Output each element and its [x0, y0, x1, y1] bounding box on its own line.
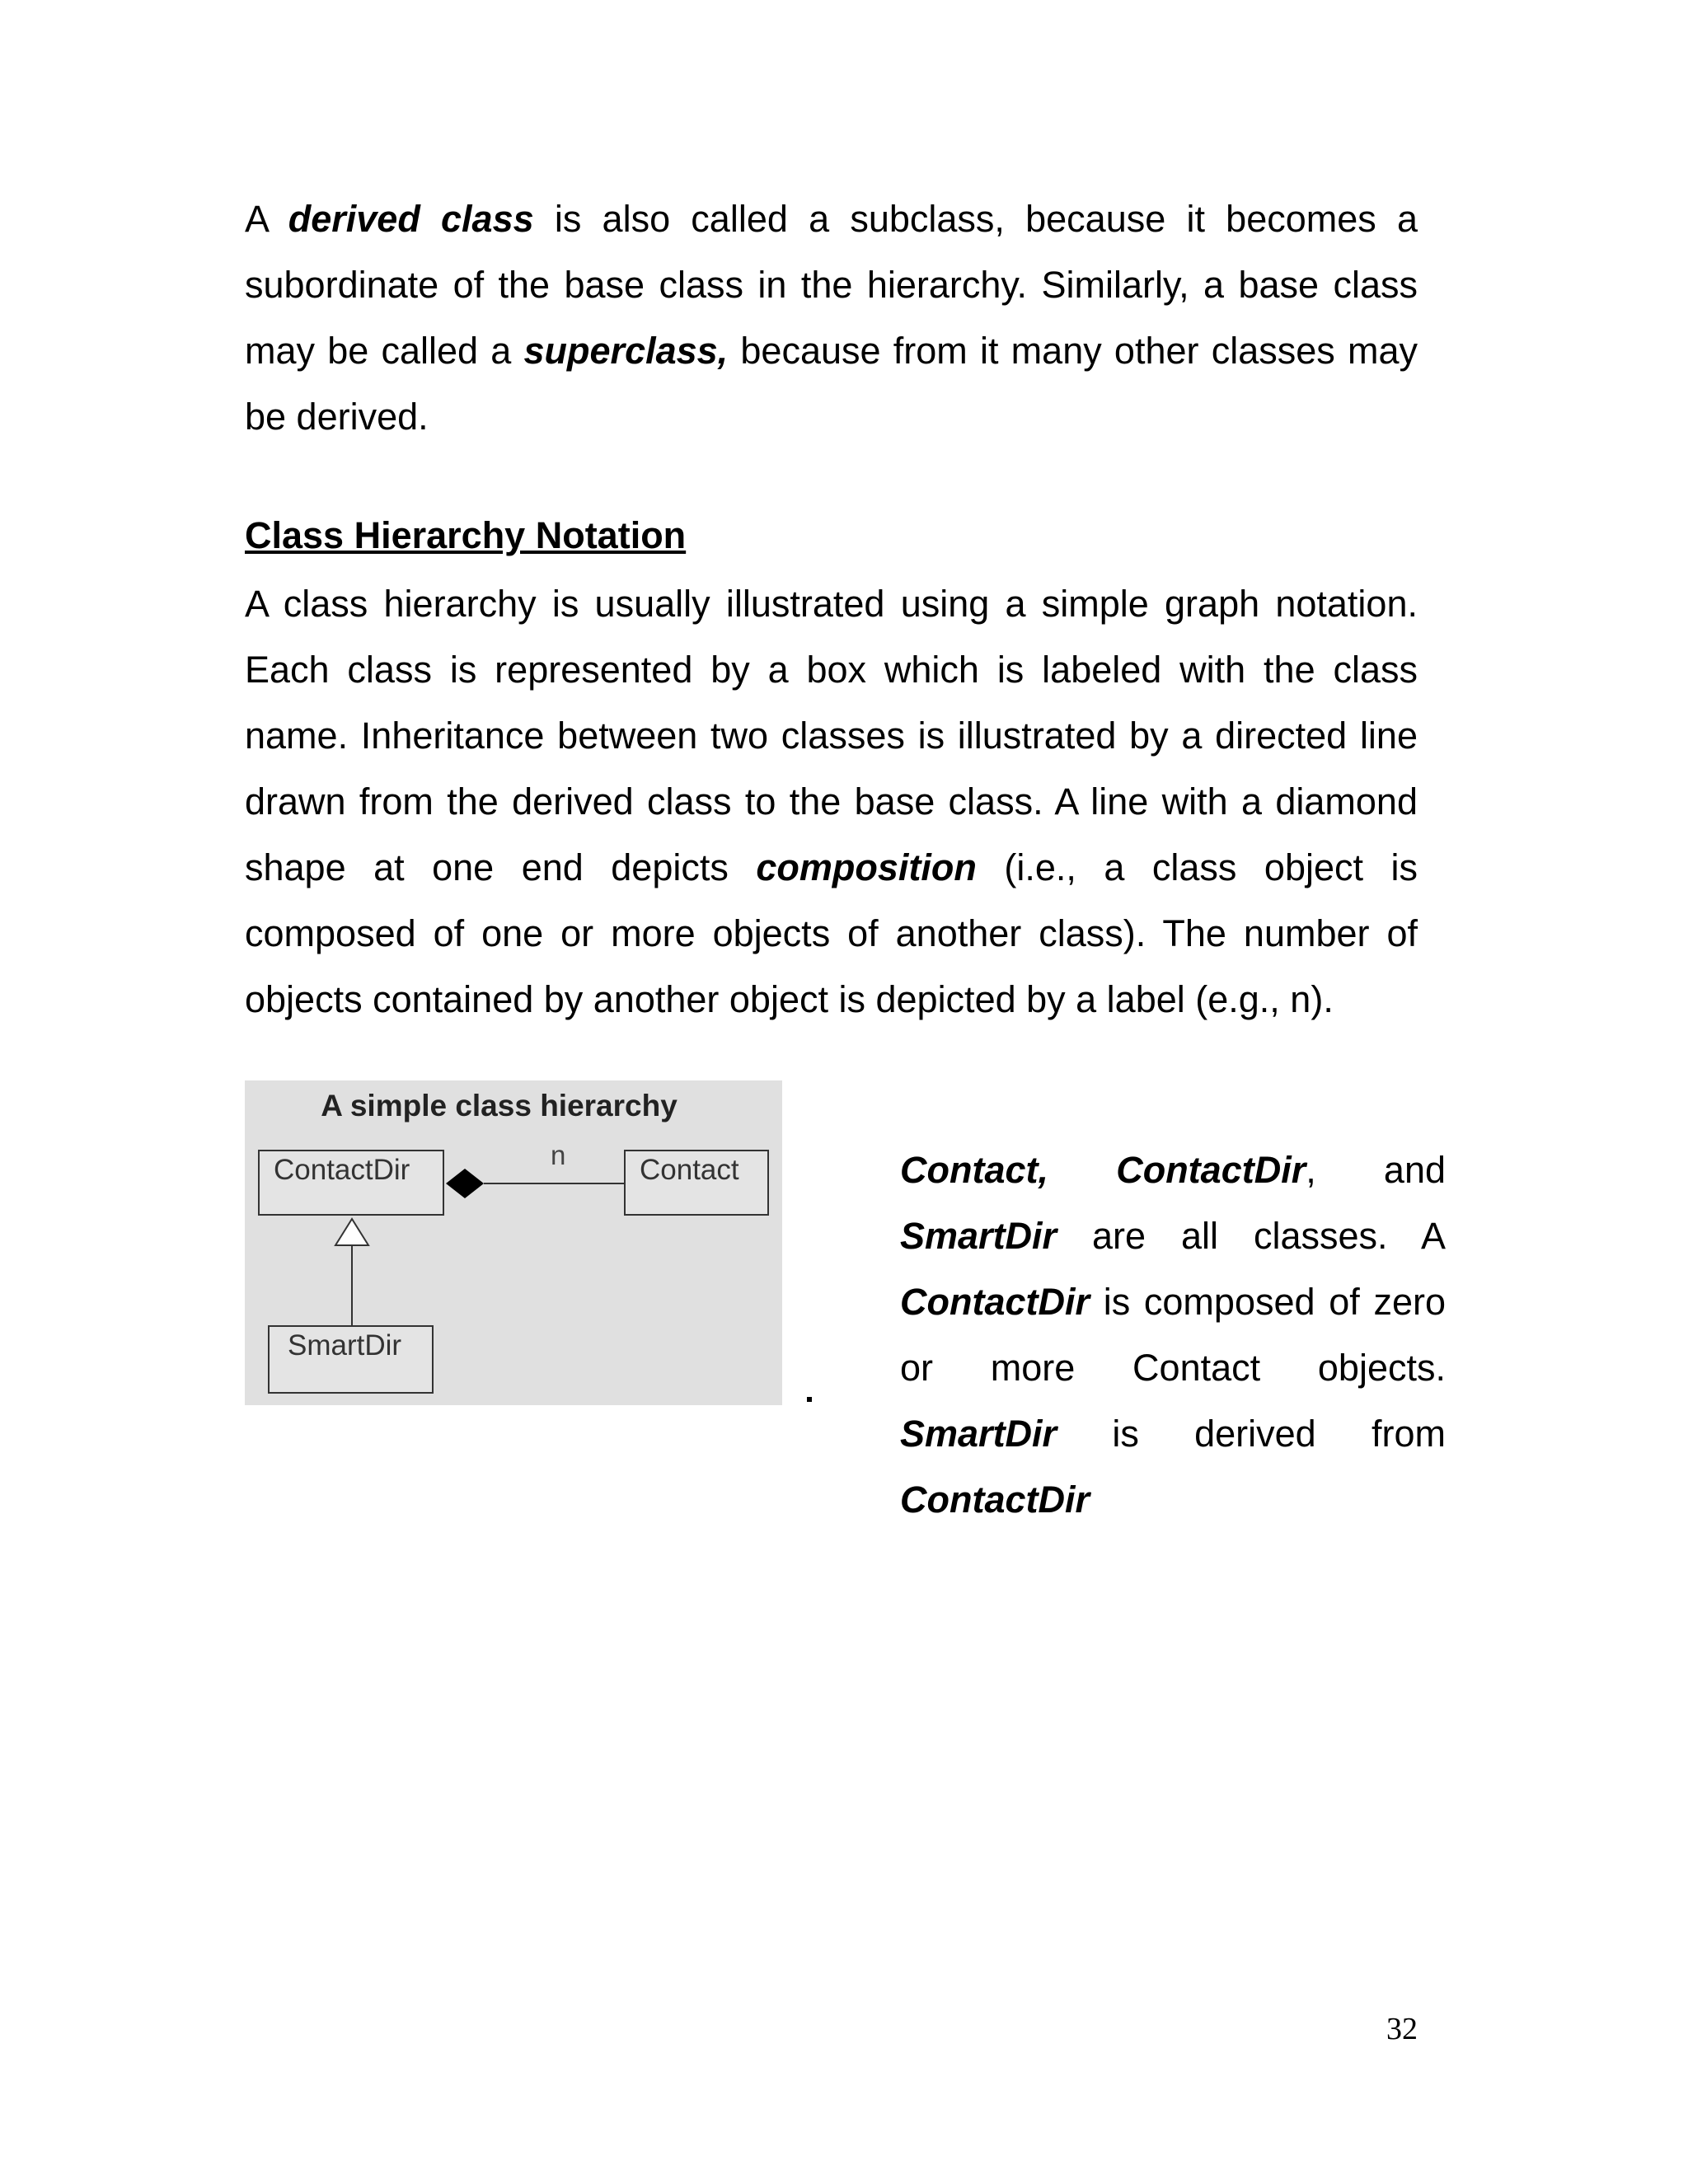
- composition-diamond-icon: [446, 1169, 484, 1198]
- class-name-contact: Contact,: [900, 1149, 1048, 1191]
- class-name-contactdir: ContactDir: [900, 1479, 1090, 1521]
- class-name-smartdir: SmartDir: [900, 1215, 1057, 1257]
- text-segment: [1048, 1149, 1116, 1191]
- section-heading: Class Hierarchy Notation: [245, 514, 687, 556]
- multiplicity-label: n: [551, 1140, 566, 1170]
- term-derived-class: derived class: [288, 198, 534, 240]
- paragraph-notation: [245, 571, 1418, 1033]
- class-name-contactdir: ContactDir: [1116, 1149, 1306, 1191]
- text-segment: because from it many other classes may be derived.: [245, 330, 1418, 438]
- class-hierarchy-figure: [245, 1080, 782, 1405]
- text-segment: A class hierarchy is usually illustrated using a simple graph notation. Each class is represented by a box which is labeled with the class name. Inheritance between two classes is illustrated by a directed line drawn from the derived class to the base class. A line with a diamond shape at one end depicts: [245, 583, 1418, 888]
- figure-caption-text: [900, 1137, 1446, 1533]
- stray-mark: [807, 1397, 812, 1402]
- class-box-contact: Contact: [624, 1150, 769, 1216]
- class-box-smartdir: SmartDir: [268, 1325, 434, 1394]
- term-superclass: superclass,: [523, 330, 729, 372]
- term-composition: composition: [756, 846, 977, 888]
- text-segment: , and: [1306, 1149, 1446, 1191]
- figure-title: A simple class hierarchy: [321, 1089, 678, 1122]
- paragraph-derived-class: [245, 186, 1418, 450]
- text-segment: is also called a subclass, because it becomes a subordinate of the base class in the hierarchy. Similarly, a base class may be called a: [245, 198, 1418, 372]
- text-segment: A: [245, 198, 288, 240]
- class-name-contactdir: ContactDir: [900, 1281, 1090, 1323]
- class-name-smartdir: SmartDir: [900, 1413, 1057, 1455]
- inheritance-triangle-icon: [335, 1219, 368, 1245]
- class-box-contactdir: ContactDir: [258, 1150, 444, 1216]
- text-segment: is composed of zero or more Contact objects.: [900, 1281, 1446, 1389]
- text-segment: is derived from: [1057, 1413, 1446, 1455]
- page-number: 32: [1386, 2012, 1418, 2046]
- text-segment: are all classes. A: [1057, 1215, 1446, 1257]
- text-segment: (i.e., a class object is composed of one or more objects of another class). The number of objects contained by another object is depicted by a label (e.g., n).: [245, 846, 1418, 1020]
